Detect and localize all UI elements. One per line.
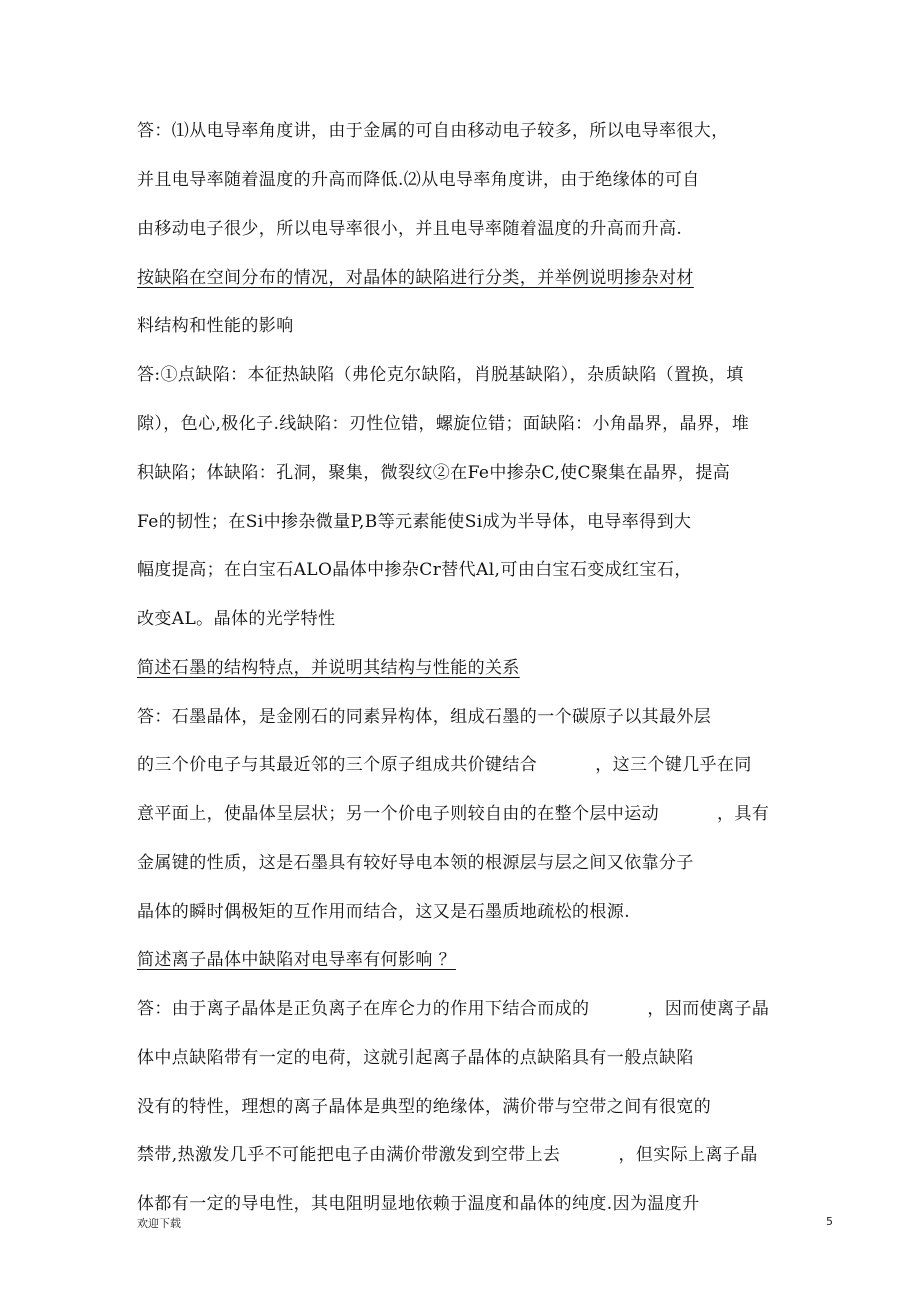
answer-3-line-1: 答：石墨晶体，是金刚石的同素异构体，组成石墨的一个碳原子以其最外层 (137, 707, 712, 727)
answer-4-line-2: 体中点缺陷带有一定的电荷，这就引起离子晶体的点缺陷具有一般点缺陷 (137, 1048, 694, 1068)
answer-3-line-5: 晶体的瞬时偶极矩的互作用而结合，这又是石墨质地疏松的根源. (137, 902, 631, 922)
answer-3-line-3: 意平面上，使晶体呈层状；另一个价电子则较自由的在整个层中运动 ，具有 (137, 804, 770, 824)
answer-1-line-3: 由移动电子很少，所以电导率很小，并且电导率随着温度的升高而升高. (137, 219, 683, 239)
answer-2-line-1: 答:①点缺陷：本征热缺陷（弗伦克尔缺陷，肖脱基缺陷），杂质缺陷（置换，填 (137, 365, 744, 385)
answer-1-line-2: 并且电导率随着温度的升高而降低.⑵从电导率角度讲，由于绝缘体的可自 (137, 170, 700, 190)
answer-3-line-2: 的三个价电子与其最近邻的三个原子组成共价键结合 ，这三个键几乎在同 (137, 755, 752, 775)
answer-4-line-5: 体都有一定的导电性，其电阻明显地依赖于温度和晶体的纯度.因为温度升 (137, 1194, 700, 1214)
answer-2-line-4: Fe的韧性；在Si中掺杂微量P,B等元素能使Si成为半导体，电导率得到大 (137, 512, 692, 532)
answer-2-line-2: 隙），色心,极化子.线缺陷：刃性位错，螺旋位错；面缺陷：小角晶界，晶界，堆 (137, 414, 750, 434)
page-number: 5 (826, 1215, 833, 1228)
answer-4-line-3: 没有的特性，理想的离子晶体是典型的绝缘体，满价带与空带之间有很宽的 (137, 1097, 712, 1117)
answer-2-line-6: 改变AL。晶体的光学特性 (137, 609, 336, 629)
answer-2-line-5: 幅度提高；在白宝石ALO晶体中掺杂Cr替代Al,可由白宝石变成红宝石， (137, 560, 692, 580)
footer-download-text: 欢迎下载 (137, 1217, 181, 1230)
answer-3-line-4: 金属键的性质，这是石墨具有较好导电本领的根源层与层之间又依靠分子 (137, 853, 694, 873)
answer-1-line-1: 答：⑴从电导率角度讲，由于金属的可自由移动电子较多，所以电导率很大， (137, 121, 729, 141)
question-3: 简述石墨的结构特点，并说明其结构与性能的关系 (137, 658, 520, 678)
answer-2-line-3: 积缺陷；体缺陷：孔洞，聚集，微裂纹②在Fe中掺杂C,使C聚集在晶界，提高 (137, 463, 731, 483)
question-4: 简述离子晶体中缺陷对电导率有何影响 ？ (137, 950, 457, 970)
question-2-line-2: 料结构和性能的影响 (137, 316, 294, 336)
answer-4-line-4: 禁带,热激发几乎不可能把电子由满价带激发到空带上去 ，但实际上离子晶 (137, 1145, 758, 1165)
question-2-line-1: 按缺陷在空间分布的情况，对晶体的缺陷进行分类，并举例说明掺杂对材 (137, 268, 694, 288)
answer-4-line-1: 答：由于离子晶体是正负离子在库仑力的作用下结合而成的 ，因而使离子晶 (137, 999, 770, 1019)
